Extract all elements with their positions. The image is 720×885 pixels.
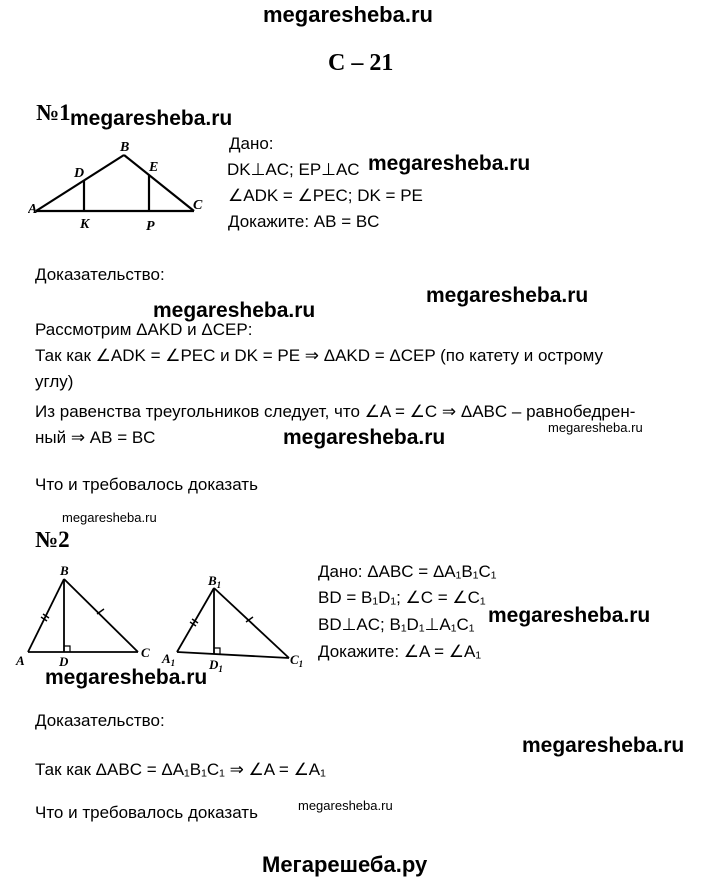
label-a: A bbox=[16, 653, 25, 668]
watermark: megaresheba.ru bbox=[62, 510, 157, 525]
label-c: C bbox=[141, 645, 150, 660]
problem1-number: №1 bbox=[36, 100, 71, 125]
watermark: megaresheba.ru bbox=[522, 734, 685, 757]
label-e: E bbox=[149, 160, 159, 175]
watermark: megaresheba.ru bbox=[153, 299, 316, 322]
label-k: K bbox=[80, 217, 90, 232]
proof-title: Доказательство: bbox=[35, 265, 165, 284]
problem2-figure bbox=[14, 562, 314, 677]
label-p: P bbox=[146, 219, 155, 234]
label-a: A bbox=[28, 202, 38, 217]
watermark: megaresheba.ru bbox=[426, 284, 589, 307]
watermark: megaresheba.ru bbox=[548, 420, 643, 435]
given-line: Дано: ΔABC = ΔA₁B₁C₁ bbox=[318, 562, 497, 581]
proof-title: Доказательство: bbox=[35, 711, 165, 730]
prove-statement: Докажите: AB = BC bbox=[228, 212, 380, 231]
label-a1: $A_1$ bbox=[162, 651, 176, 668]
proof-line: Из равенства треугольников следует, что ∠A = ∠C ⇒ ΔABC – равнобедрен- bbox=[35, 402, 636, 421]
given-line: DK⊥AC; EP⊥AC bbox=[227, 160, 360, 179]
proof-line: Так как ΔABC = ΔA₁B₁C₁ ⇒ ∠A = ∠A₁ bbox=[35, 760, 326, 779]
label-d: D bbox=[74, 166, 85, 181]
page-title: С – 21 bbox=[328, 50, 394, 76]
proof-line: углу) bbox=[35, 372, 74, 391]
prove-statement: Докажите: ∠A = ∠A₁ bbox=[318, 642, 482, 661]
problem2-number: №2 bbox=[35, 527, 70, 552]
watermark: megaresheba.ru bbox=[488, 604, 651, 627]
side-bc bbox=[64, 579, 138, 652]
given-line: ∠ADK = ∠PEC; DK = PE bbox=[228, 186, 423, 205]
label-c: C bbox=[193, 198, 203, 213]
label-b: B bbox=[120, 140, 130, 155]
label-b: B bbox=[60, 563, 69, 578]
given-line: BD = B₁D₁; ∠C = ∠C₁ bbox=[318, 588, 486, 607]
watermark: megaresheba.ru bbox=[368, 152, 531, 175]
site-footer: Мегарешеба.ру bbox=[262, 852, 428, 877]
side-ab bbox=[36, 155, 124, 211]
conclusion: Что и требовалось доказать bbox=[35, 803, 258, 822]
watermark: megaresheba.ru bbox=[283, 426, 446, 449]
proof-line: Так как ∠ADK = ∠PEC и DK = PE ⇒ ΔAKD = ΔCEP (по катету и острому bbox=[35, 346, 604, 365]
side-a1b1 bbox=[177, 588, 214, 652]
label-d: D bbox=[59, 654, 69, 669]
side-bc bbox=[124, 155, 194, 211]
label-c1: $C_1$ bbox=[290, 652, 304, 669]
side-b1c1 bbox=[214, 588, 289, 658]
watermark: megaresheba.ru bbox=[298, 798, 393, 813]
watermark: megaresheba.ru bbox=[45, 666, 208, 689]
watermark: megaresheba.ru bbox=[70, 107, 233, 130]
side-a1c1 bbox=[177, 652, 289, 658]
given-title: Дано: bbox=[229, 134, 274, 153]
site-header: megaresheba.ru bbox=[263, 2, 433, 27]
proof-line: Рассмотрим ΔAKD и ΔCEP: bbox=[35, 320, 253, 339]
label-d1: $D_1$ bbox=[209, 657, 223, 674]
proof-line: ный ⇒ AB = BC bbox=[35, 428, 156, 447]
label-b1: $B_1$ bbox=[208, 573, 222, 590]
conclusion: Что и требовалось доказать bbox=[35, 475, 258, 494]
problem1-figure bbox=[28, 138, 218, 238]
given-line: BD⊥AC; B₁D₁⊥A₁C₁ bbox=[318, 615, 475, 634]
